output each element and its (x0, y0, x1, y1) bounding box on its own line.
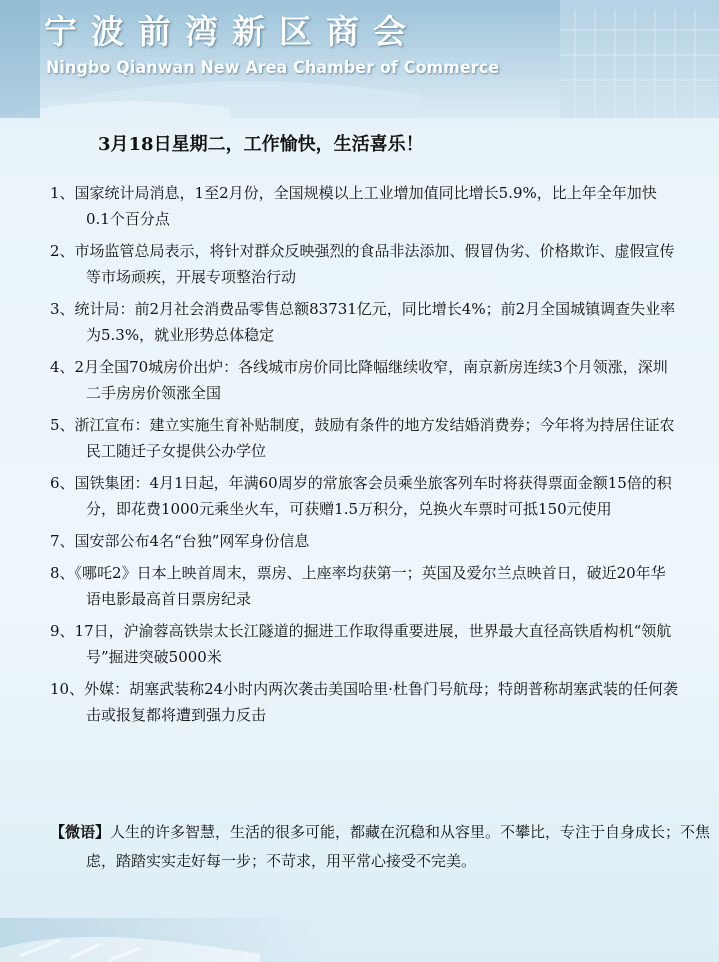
news-list (50, 180, 680, 734)
footer-decoration (0, 918, 719, 962)
daily-quote (50, 818, 716, 876)
footer-wave (0, 918, 719, 962)
news-item: 8、《哪吒2》日本上映首周末，票房、上座率均获第一；英国及爱尔兰点映首日，破近20年华语电影最高首日票房纪录 (50, 564, 666, 608)
news-item: 7、国安部公布4名“台独”网军身份信息 (50, 532, 310, 550)
news-item: 3、统计局：前2月社会消费品零售总额83731亿元，同比增长4%；前2月全国城镇调查失业率为5.3%，就业形势总体稳定 (50, 300, 676, 344)
banner-title-english: Ningbo Qianwan New Area Chamber of Commerce (46, 58, 500, 78)
header-banner (0, 0, 719, 118)
news-item: 6、国铁集团：4月1日起，年满60周岁的常旅客会员乘坐旅客列车时将获得票面金额15倍的积分，即花费1000元乘坐火车，可获赠1.5万积分，兑换火车票时可抵150元使用 (50, 474, 672, 518)
news-item: 5、浙江宣布：建立实施生育补贴制度，鼓励有条件的地方发结婚消费券；今年将为持居住证农民工随迁子女提供公办学位 (50, 416, 675, 460)
quote-label: 【微语】 (50, 823, 111, 841)
news-item: 10、外媒：胡塞武装称24小时内两次袭击美国哈里·杜鲁门号航母；特朗普称胡塞武装的任何袭击或报复都将遭到强力反击 (50, 680, 678, 724)
quote-text: 人生的许多智慧，生活的很多可能，都藏在沉稳和从容里。不攀比，专注于自身成长；不焦虑，踏踏实实走好每一步；不苛求，用平常心接受不完美。 (86, 823, 711, 870)
news-item: 4、2月全国70城房价出炉：各线城市房价同比降幅继续收窄，南京新房连续3个月领涨，深圳二手房房价领涨全国 (50, 358, 668, 402)
page-headline: 3月18日星期二，工作愉快，生活喜乐！ (98, 134, 424, 155)
news-item: 1、国家统计局消息，1至2月份，全国规模以上工业增加值同比增长5.9%，比上年全年加快0.1个百分点 (50, 184, 657, 228)
banner-title-chinese: 宁波前湾新区商会 (44, 12, 420, 51)
news-item: 2、市场监管总局表示，将针对群众反映强烈的食品非法添加、假冒伪劣、价格欺诈、虚假宣传等市场顽疾，开展专项整治行动 (50, 242, 675, 286)
news-item: 9、17日，沪渝蓉高铁崇太长江隧道的掘进工作取得重要进展，世界最大直径高铁盾构机“领航号”掘进突破5000米 (50, 622, 672, 666)
